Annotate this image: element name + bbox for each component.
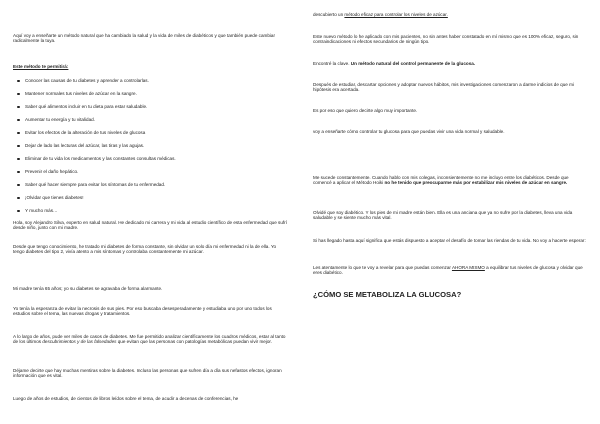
bullet-icon xyxy=(17,80,20,83)
list-item: ¡Olvidar que tienes diabetes! xyxy=(13,195,287,200)
method-title: Este método te permitirá: xyxy=(13,64,69,69)
mother-paragraph: Mi madre tenía 65 años; yo su diabetes se agravaba de forma alarmante. xyxy=(13,286,163,291)
key-paragraph: Encontré la clave. Un método natural del control permanente de la glucosa. xyxy=(313,61,476,66)
section-heading: ¿CÓMO SE METABOLIZA LA GLUCOSA? xyxy=(313,290,462,299)
bullet-icon xyxy=(17,93,20,96)
list-item: Prevenir el daño hepático. xyxy=(13,169,287,174)
now-link[interactable]: AHORA MISMO xyxy=(451,265,485,270)
bullet-icon xyxy=(17,145,20,148)
list-item: Aumentar tu energía y tu vitalidad. xyxy=(13,117,287,122)
hypothesis-paragraph: Después de estudiar, descartar opciones y adoptar nuevos hábitos, mis investigaciones comenzaron a darme indicios de que mi hipótesis era acertada. xyxy=(313,82,574,93)
discovery-paragraph: descubierto un método eficaz para controlar los niveles de azúcar. xyxy=(313,12,448,17)
bullet-icon xyxy=(17,184,20,187)
studies-paragraph: Luego de años de estudios, de cientos de libros leídos sobre el tema, de acudir a decenas de conferencias, he xyxy=(13,396,239,401)
research-paragraph: A lo largo de años, pude ver miles de casos de diabetes. Me fue permitido analizar científicamente los cuadros médicos, estar al tanto de los últimos descubrimientos y de las falsedades que evitan que las personas con patologías metabólicas puedan vivir mejor. xyxy=(13,334,286,345)
intro-paragraph: Aquí voy a enseñarte un método natural que ha cambiado la salud y la vida de miles de diabéticos y que también puede cambiar radicalmente la tuya. xyxy=(13,33,276,44)
list-item: Saber qué hacer siempre para evitar los síntomas de tu enfermedad. xyxy=(13,182,287,187)
patients-paragraph: Este nuevo método lo he aplicado con mis pacientes, no sin antes haber constatado en mí mismo que es 100% eficaz, seguro, sin contraindicaciones ni efectos secundarios de ningún tipo. xyxy=(313,34,579,45)
bullet-icon xyxy=(17,171,20,174)
colleagues-paragraph: Me sucede constantemente. Cuando hablo con mis colegas, inconsientemente no me incluyo entre los diabéticos. Desde que comencé a aplicar el Método Hoiki no he tenido que preocuparme más por estabilizar mis niveles de azúcar en sangre. xyxy=(313,175,569,186)
method-link[interactable]: método eficaz para controlar los niveles de azúcar. xyxy=(344,12,448,17)
bullet-icon xyxy=(17,119,20,122)
bullet-icon xyxy=(17,158,20,161)
bullet-icon xyxy=(17,132,20,135)
important-paragraph: Es por eso que quiero decirte algo muy importante. xyxy=(313,108,418,113)
challenge-paragraph: Si has llegado hasta aquí significa que estás dispuesto a aceptar el desafío de tomar las riendas de tu vida. No voy a hacerte esperar: xyxy=(313,238,586,243)
list-item: Eliminar de tu vida los medicamentos y las constantes consultas médicas. xyxy=(13,156,287,161)
intro-author-paragraph: Hola, soy Alejandro Silva, experto en salud natural. He dedicado mi carrera y mi vida al estudio científico de esta enfermedad que sufrí desde niño, junto con mi madre. xyxy=(13,220,287,231)
list-item: Dejar de lado las lecturas del azúcar, las tiras y las agujas. xyxy=(13,143,287,148)
list-item: Saber qué alimentos incluir en tu dieta para estar saludable. xyxy=(13,104,287,109)
bullet-icon xyxy=(17,210,20,213)
list-item: Y mucho más… xyxy=(13,208,287,213)
hope-paragraph: Yo tenía la esperanza de evitar la necrosis de sus pies. Por eso buscaba desesperadamente y estudiaba uno por uno todos los estudios sobre el tema, las nuevas drogas y tratamientos. xyxy=(13,306,272,317)
condition-paragraph: Desde que tengo conocimiento, he tratado mi diabetes de forma constante, sin olvidar un solo día mi enfermedad ni la de ella. Yo tengo diabetes del tipo 2, vivía atento a mis síntomas y controlaba constantemente mi azúcar. xyxy=(13,244,277,255)
bullet-icon xyxy=(17,197,20,200)
forgot-paragraph: Olvidé que soy diabético. Y los pies de mi madre están bien. Ella es una anciana que ya no sufre por la diabetes, lleva una vida saludable y se siente mucho más vital. xyxy=(313,210,573,221)
bullet-icon xyxy=(17,106,20,109)
reveal-paragraph: Les atentamente lo que te voy a revelar para que puedas comenzar AHORA MISMO a equilibrar tus niveles de glucosa y olvidar que eres diabético. xyxy=(313,265,583,276)
list-item: Mantener normales tus niveles de azúcar en la sangre. xyxy=(13,91,287,96)
list-item: Evitar los efectos de la alteración de tus niveles de glucosa xyxy=(13,130,287,135)
teach-paragraph: voy a enseñarte cómo controlar tu glucosa para que puedas vivir una vida normal y saludable. xyxy=(313,129,505,134)
list-item: Conocer las causas de tu diabetes y aprender a controlarlas. xyxy=(13,78,287,83)
lies-paragraph: Déjame decirte que hay muchas mentiras sobre la diabetes. Incluso las personas que sufren día a día sus nefastos efectos, ignoran información que es vital. xyxy=(13,368,282,379)
